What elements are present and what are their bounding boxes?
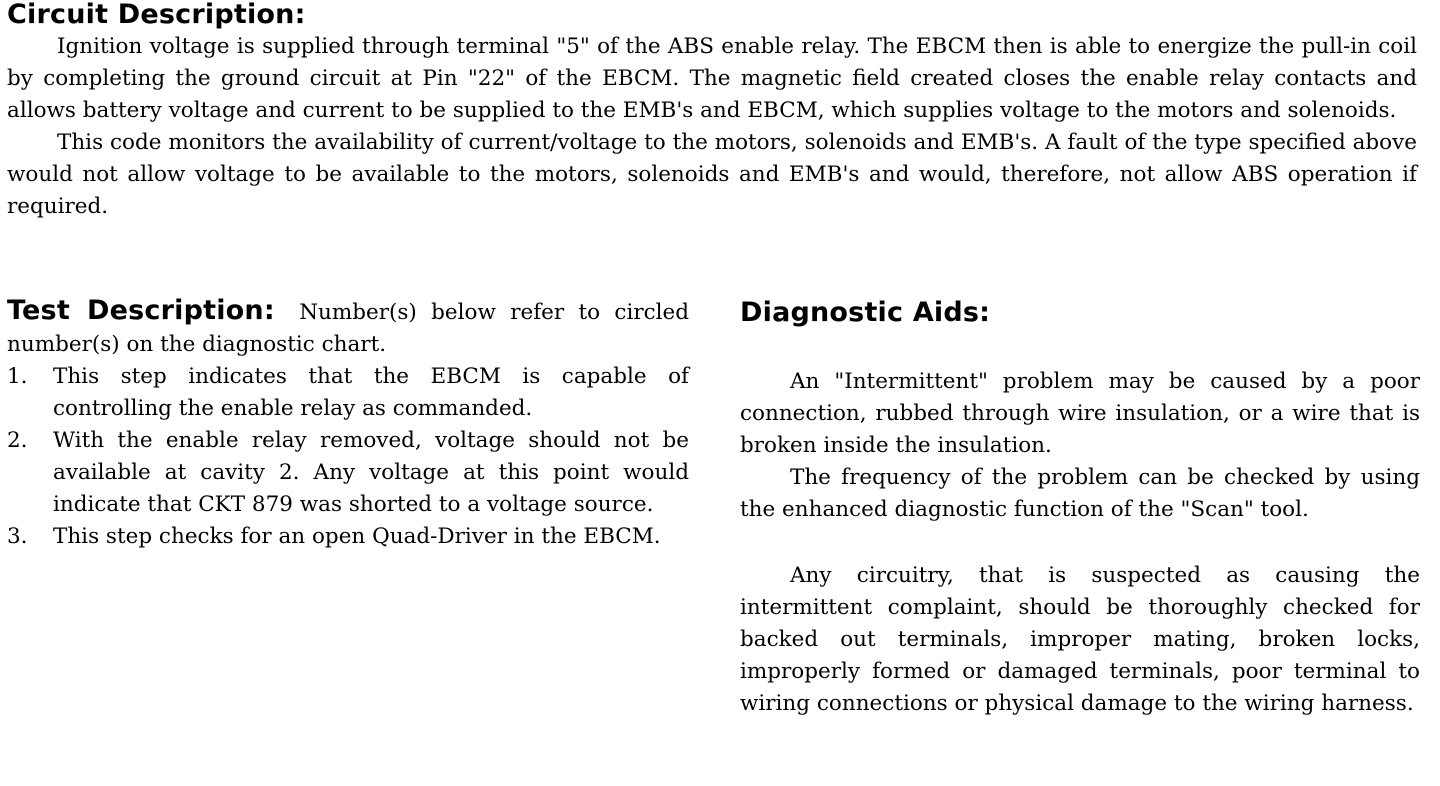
test-step [7,521,689,553]
test-description-intro: Number(s) below refer to circled number(s) on the diagnostic chart. [7,300,690,357]
step-number: 2. [7,428,28,453]
test-step [7,425,689,521]
circuit-description-paragraph-2: This code monitors the availability of current/voltage to the motors, solenoids and EMB's. A fault of the type specified above would not allow voltage to be available to the motors, solenoids and EMB's and would, therefore, not allow ABS operation if required. [7,130,1417,219]
step-number: 1. [7,364,28,389]
diagnostic-aids-heading: Diagnostic Aids: [740,297,991,328]
circuit-description-section [7,0,1417,223]
circuit-description-paragraph-1: Ignition voltage is supplied through terminal "5" of the ABS enable relay. The EBCM then is able to energize the pull-in coil by completing the ground circuit at Pin "22" of the EBCM. The magnetic field created closes the enable relay contacts and allows battery voltage and current to be supplied to the EMB's and EBCM, which supplies voltage to the motors and solenoids. [7,34,1417,123]
step-text: This step indicates that the EBCM is capable of controlling the enable relay as commanded. [53,364,689,421]
test-steps-list [7,361,689,553]
diagnostic-aids-paragraph-2: The frequency of the problem can be checked by using the enhanced diagnostic function of the "Scan" tool. [740,465,1420,522]
step-text: This step checks for an open Quad-Driver in the EBCM. [53,524,661,549]
diagnostic-aids-paragraph-1: An "Intermittent" problem may be caused by a poor connection, rubbed through wire insulation, or a wire that is broken inside the insulation. [740,369,1420,458]
test-description-section [7,296,689,553]
test-step [7,361,689,425]
step-text: With the enable relay removed, voltage should not be available at cavity 2. Any voltage at this point would indicate that CKT 879 was shorted to a voltage source. [53,428,689,517]
step-number: 3. [7,524,28,549]
diagnostic-aids-section [740,298,1420,720]
test-description-intro-line [7,296,689,361]
paragraph-spacer [740,526,1420,560]
diagnostic-aids-paragraph-3: Any circuitry, that is suspected as causing the intermittent complaint, should be thoroughly checked for backed out terminals, improper mating, broken locks, improperly formed or damaged terminals, poor terminal to wiring connections or physical damage to the wiring harness. [740,563,1420,716]
circuit-description-heading: Circuit Description: [7,0,306,30]
test-description-heading: Test Description: [7,295,275,326]
